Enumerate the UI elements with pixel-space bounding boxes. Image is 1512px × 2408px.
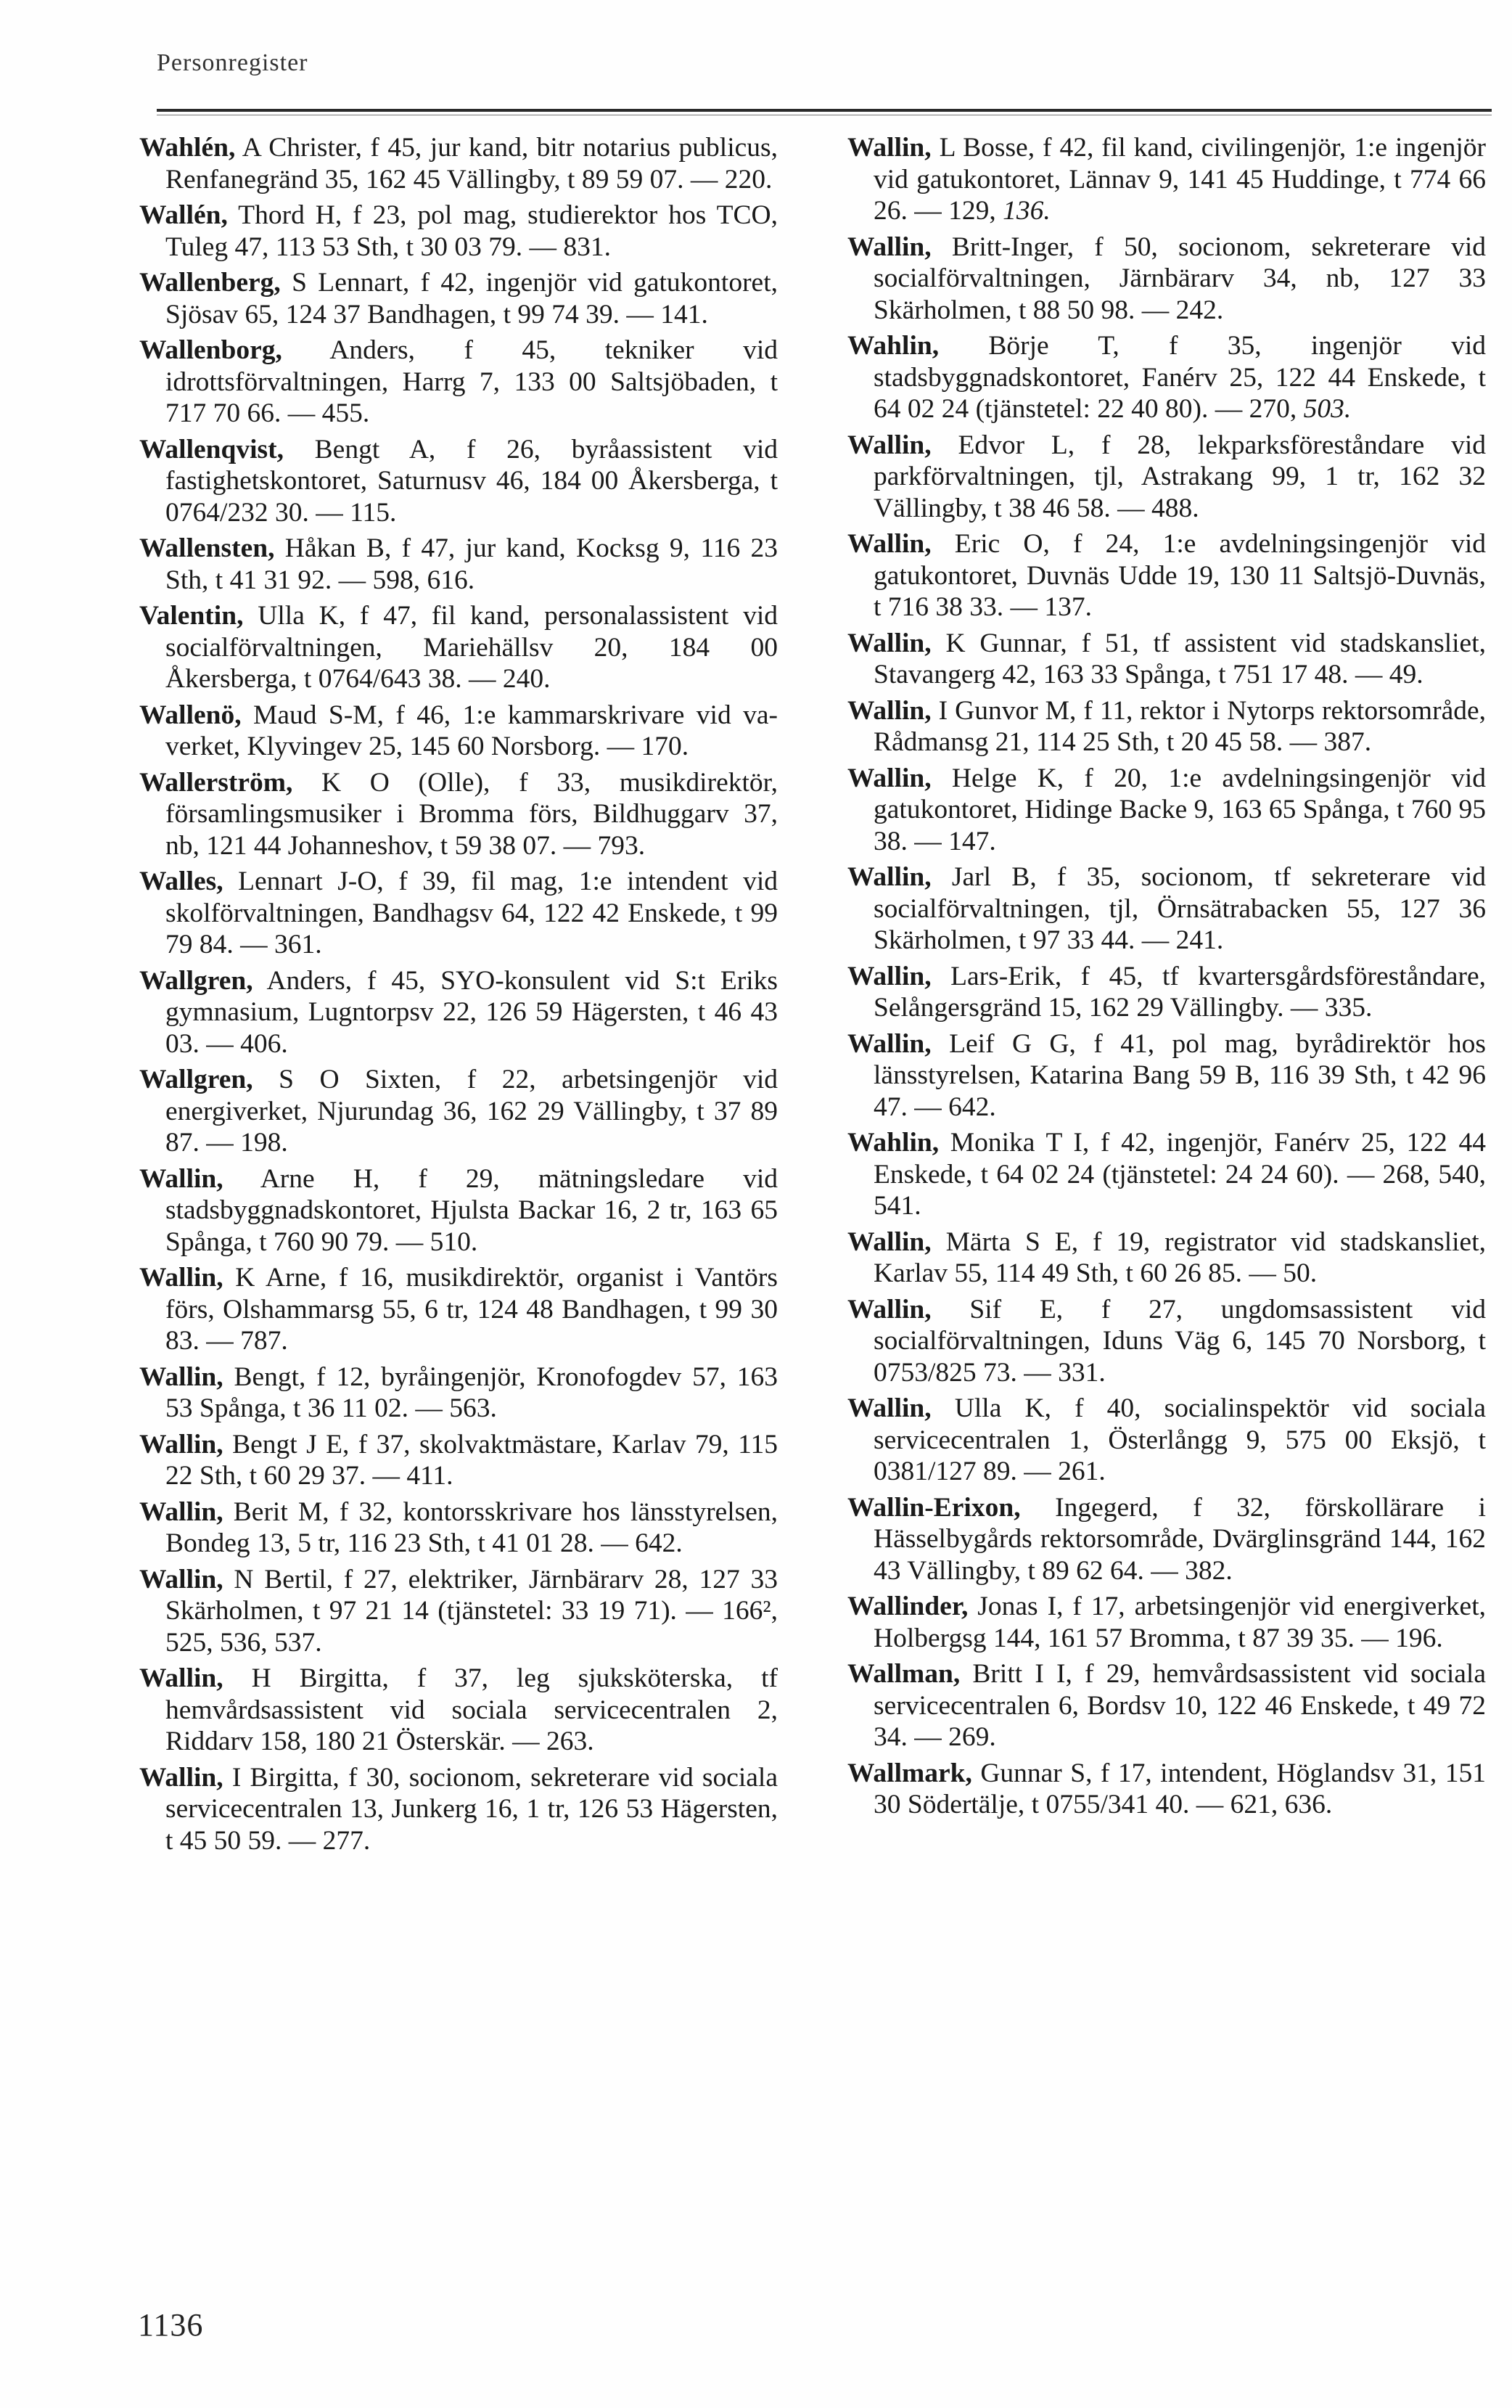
entry-surname: Wallin, [139, 1496, 223, 1527]
entry-details: Ulla K, f 40, socialinspektör vid sociala servicecentralen 1, Österlångg 9, 575 00 Eksjö, t 0381/127 89. — 261. [874, 1393, 1486, 1486]
entry-surname: Wallin, [139, 1762, 223, 1793]
entry-surname: Wallin, [139, 1564, 223, 1594]
entry-details: Lennart J-O, f 39, fil mag, 1:e intendent vid skolförvaltningen, Bandhagsv 64, 122 42 Enskede, t 99 79 84. — 361. [165, 867, 778, 959]
entry-surname: Wallin, [847, 232, 932, 262]
entry-surname: Wallenborg, [139, 335, 282, 365]
entry-details: Berit M, f 32, kontorsskrivare hos länsstyrelsen, Bondeg 13, 5 tr, 116 23 Sth, t 41 01 28. — 642. [165, 1496, 778, 1558]
register-entry [139, 533, 778, 596]
entry-details: Edvor L, f 28, lekparksföreståndare vid parkförvaltningen, tjl, Astrakang 99, 1 tr, 162 32 Vällingby, t 38 46 58. — 488. [874, 430, 1486, 523]
entry-details: Thord H, f 23, pol mag, studierektor hos TCO, Tuleg 47, 113 53 Sth, t 30 03 79. — 831. [165, 200, 778, 262]
entry-surname: Wallin, [847, 430, 932, 460]
register-entry [847, 1393, 1486, 1488]
register-entry [847, 132, 1486, 227]
entry-surname: Wallin, [847, 695, 932, 726]
entry-details: Jarl B, f 35, socionom, tf sekreterare vid socialförvaltningen, tjl, Örnsätrabacken 55, 127 36 Skärholmen, t 97 33 44. — 241. [874, 862, 1486, 955]
entry-surname: Wallin, [847, 1226, 932, 1257]
entry-surname: Wallgren, [139, 965, 253, 996]
entry-surname: Wallin, [847, 862, 932, 892]
register-entry [139, 1762, 778, 1857]
register-entry [139, 1663, 778, 1758]
right-column [847, 132, 1486, 1825]
entry-surname: Wallman, [847, 1659, 961, 1689]
register-entry [847, 695, 1486, 758]
register-entry [139, 700, 778, 763]
entry-surname: Wallinder, [847, 1592, 969, 1621]
entry-details: Helge K, f 20, 1:e avdelningsingenjör vid gatukontoret, Hidinge Backe 9, 163 65 Spånga, t 760 95 38. — 147. [874, 763, 1486, 856]
entry-details: Anders, f 45, tekniker vid idrottsförvaltningen, Harrg 7, 133 00 Saltsjöbaden, t 717 70 66. — 455. [165, 335, 778, 428]
entry-details: I Gunvor M, f 11, rektor i Nytorps rektorsområde, Rådmansg 21, 114 25 Sth, t 20 45 58. — 387. [874, 695, 1486, 757]
entry-details: Bengt J E, f 37, skolvaktmästare, Karlav 79, 115 22 Sth, t 60 29 37. — 411. [165, 1429, 778, 1491]
register-entry [139, 200, 778, 263]
entry-details: K O (Olle), f 33, musikdirektör, församlingsmusiker i Bromma förs, Bildhuggarv 37, nb, 121 44 Johanneshov, t 59 38 07. — 793. [165, 767, 778, 861]
entry-surname: Wahlén, [139, 133, 236, 163]
register-entry [139, 335, 778, 430]
register-entry [847, 1294, 1486, 1389]
entry-page-reference: 503. [1303, 394, 1352, 424]
entry-surname: Wallerström, [139, 767, 293, 798]
entry-details: Arne H, f 29, mätningsledare vid stadsbyggnadskontoret, Hjulsta Backar 16, 2 tr, 163 65 Spånga, t 760 90 79. — 510. [165, 1163, 778, 1257]
entry-details: Jonas I, f 17, arbetsingenjör vid energiverket, Holbergsg 144, 161 57 Bromma, t 87 39 35. — 196. [874, 1592, 1486, 1653]
entry-details: Börje T, f 35, ingenjör vid stadsbyggnadskontoret, Fanérv 25, 122 44 Enskede, t 64 02 24 (tjänstetel: 22 40 80). — 270, [874, 331, 1486, 424]
entry-details: K Arne, f 16, musikdirektör, organist i Vantörs förs, Olshammarsg 55, 6 tr, 124 48 Bandhagen, t 99 30 83. — 787. [165, 1263, 778, 1356]
entry-surname: Wallenberg, [139, 268, 281, 298]
entry-surname: Wallin, [847, 1393, 932, 1423]
entry-details: Britt I I, f 29, hemvårdsassistent vid sociala servicecentralen 6, Bordsv 10, 122 46 Enskede, t 49 72 34. — 269. [874, 1659, 1486, 1752]
entry-surname: Wallin, [847, 763, 932, 793]
entry-surname: Wallgren, [139, 1065, 253, 1094]
register-entry [847, 1492, 1486, 1587]
entry-surname: Wallin, [847, 628, 932, 658]
register-entry [847, 1226, 1486, 1290]
register-entry [139, 965, 778, 1060]
entry-surname: Wallin, [139, 1429, 223, 1459]
entry-details: Bengt A, f 26, byråassistent vid fastighetskontoret, Saturnusv 46, 184 00 Åkersberga, t 0764/232 30. — 115. [165, 434, 778, 528]
entry-details: Leif G G, f 41, pol mag, byrådirektör hos länsstyrelsen, Katarina Bang 59 B, 116 39 Sth, t 42 96 47. — 642. [874, 1028, 1486, 1122]
entry-details: S Lennart, f 42, ingenjör vid gatukontoret, Sjösav 65, 124 37 Bandhagen, t 99 74 39. — 141. [165, 268, 778, 329]
register-entry [139, 1429, 778, 1492]
register-entry [139, 1163, 778, 1258]
entry-details: Gunnar S, f 17, intendent, Höglandsv 31, 151 30 Södertälje, t 0755/341 40. — 621, 636. [874, 1758, 1486, 1819]
register-entry [847, 861, 1486, 957]
entry-details: N Bertil, f 27, elektriker, Järnbärarv 28, 127 33 Skärholmen, t 97 21 14 (tjänstetel: 33 19 71). — 166², 525, 536, 537. [165, 1564, 778, 1658]
running-head: Personregister [157, 49, 308, 76]
register-entry [847, 330, 1486, 425]
entry-surname: Wahlin, [847, 1128, 940, 1158]
entry-surname: Wallensten, [139, 533, 275, 563]
entry-details: L Bosse, f 42, fil kand, civilingenjör, 1:e ingenjör vid gatukontoret, Lännav 9, 141 45 Huddinge, t 774 66 26. — 129, [874, 133, 1486, 226]
entry-surname: Wallin, [847, 1294, 932, 1324]
register-entry [847, 1127, 1486, 1222]
register-entry [139, 1064, 778, 1159]
entry-surname: Valentin, [139, 601, 244, 631]
entry-details: I Birgitta, f 30, socionom, sekreterare vid sociala servicecentralen 13, Junkerg 16, 1 tr, 126 53 Hägersten, t 45 50 59. — 277. [165, 1762, 778, 1856]
entry-details: H Birgitta, f 37, leg sjuksköterska, tf hemvårdsassistent vid sociala servicecentralen 2, Riddarv 158, 180 21 Österskär. — 263. [165, 1663, 778, 1756]
entry-surname: Wallin, [847, 1028, 932, 1059]
entry-details: Märta S E, f 19, registrator vid stadskansliet, Karlav 55, 114 49 Sth, t 60 26 85. — 50. [874, 1226, 1486, 1288]
entry-surname: Wallin, [847, 529, 932, 559]
entry-details: Monika T I, f 42, ingenjör, Fanérv 25, 122 44 Enskede, t 64 02 24 (tjänstetel: 24 24 60). — 268, 540, 541. [874, 1128, 1486, 1221]
entry-surname: Wallin, [139, 1663, 223, 1693]
header-rule [157, 109, 1492, 112]
entry-details: Ulla K, f 47, fil kand, personalassistent vid socialförvaltningen, Mariehällsv 20, 184 00 Åkersberga, t 0764/643 38. — 240. [165, 601, 778, 694]
register-entry [139, 1496, 778, 1560]
register-entry [847, 1658, 1486, 1753]
entry-surname: Wallin, [847, 133, 932, 163]
entry-surname: Wallin-Erixon, [847, 1492, 1021, 1523]
register-entry [847, 1591, 1486, 1654]
register-entry [847, 628, 1486, 691]
register-entry [139, 1564, 778, 1659]
register-entry [139, 267, 778, 330]
entry-details: Anders, f 45, SYO-konsulent vid S:t Eriks gymnasium, Lugntorpsv 22, 126 59 Hägersten, t 46 43 03. — 406. [165, 965, 778, 1059]
entry-details: Bengt, f 12, byråingenjör, Kronofogdev 57, 163 53 Spånga, t 36 11 02. — 563. [165, 1361, 778, 1423]
entry-details: A Christer, f 45, jur kand, bitr notarius publicus, Renfanegränd 35, 162 45 Vällingby, t 89 59 07. — 220. [165, 133, 778, 194]
register-entry [139, 434, 778, 529]
entry-surname: Walles, [139, 867, 223, 896]
register-entry [847, 430, 1486, 525]
entry-details: Sif E, f 27, ungdomsassistent vid socialförvaltningen, Iduns Väg 6, 145 70 Norsborg, t 0753/825 73. — 331. [874, 1294, 1486, 1388]
left-column [139, 132, 778, 1861]
entry-surname: Wallmark, [847, 1758, 972, 1788]
entry-details: K Gunnar, f 51, tf assistent vid stadskansliet, Stavangerg 42, 163 33 Spånga, t 751 17 48. — 49. [874, 628, 1486, 689]
entry-surname: Wallenqvist, [139, 434, 284, 464]
entry-details: Ingegerd, f 32, förskollärare i Hässelbygårds rektorsområde, Dvärglinsgränd 144, 162 43 Vällingby, t 89 62 64. — 382. [874, 1492, 1486, 1586]
page-number: 1136 [138, 2307, 204, 2343]
register-entry [139, 767, 778, 862]
entry-surname: Wallin, [139, 1263, 223, 1293]
entry-surname: Wahlin, [847, 331, 940, 361]
entry-surname: Wallin, [139, 1163, 223, 1194]
register-entry [847, 763, 1486, 858]
register-entry [847, 1758, 1486, 1821]
register-entry [847, 232, 1486, 327]
entry-details: Lars-Erik, f 45, tf kvartersgårdsföreståndare, Selångersgränd 15, 162 29 Vällingby. — 335. [874, 961, 1486, 1023]
register-entry [847, 1028, 1486, 1123]
register-entry [139, 1361, 778, 1425]
entry-surname: Wallin, [847, 961, 932, 991]
register-entry [847, 961, 1486, 1024]
entry-page-reference: 136. [1003, 196, 1051, 226]
register-entry [139, 1262, 778, 1357]
register-entry [139, 600, 778, 695]
entry-surname: Wallin, [139, 1361, 223, 1392]
entry-surname: Wallén, [139, 200, 228, 230]
entry-details: Britt-Inger, f 50, socionom, sekreterare vid socialförvaltningen, Järnbärarv 34, nb, 127 33 Skärholmen, t 88 50 98. — 242. [874, 232, 1486, 325]
entry-details: Eric O, f 24, 1:e avdelningsingenjör vid gatukontoret, Duvnäs Udde 19, 130 11 Saltsjö-Duvnäs, t 716 38 33. — 137. [874, 529, 1486, 622]
register-entry [847, 528, 1486, 623]
entry-details: S O Sixten, f 22, arbetsingenjör vid energiverket, Njurundag 36, 162 29 Vällingby, t 37 89 87. — 198. [165, 1065, 778, 1158]
entry-details: Maud S-M, f 46, 1:e kammarskrivare vid va-verket, Klyvingev 25, 145 60 Norsborg. — 170. [165, 700, 778, 761]
register-entry [139, 866, 778, 961]
entry-surname: Wallenö, [139, 700, 242, 730]
entry-details: Håkan B, f 47, jur kand, Kocksg 9, 116 23 Sth, t 41 31 92. — 598, 616. [165, 533, 778, 595]
register-entry [139, 132, 778, 195]
